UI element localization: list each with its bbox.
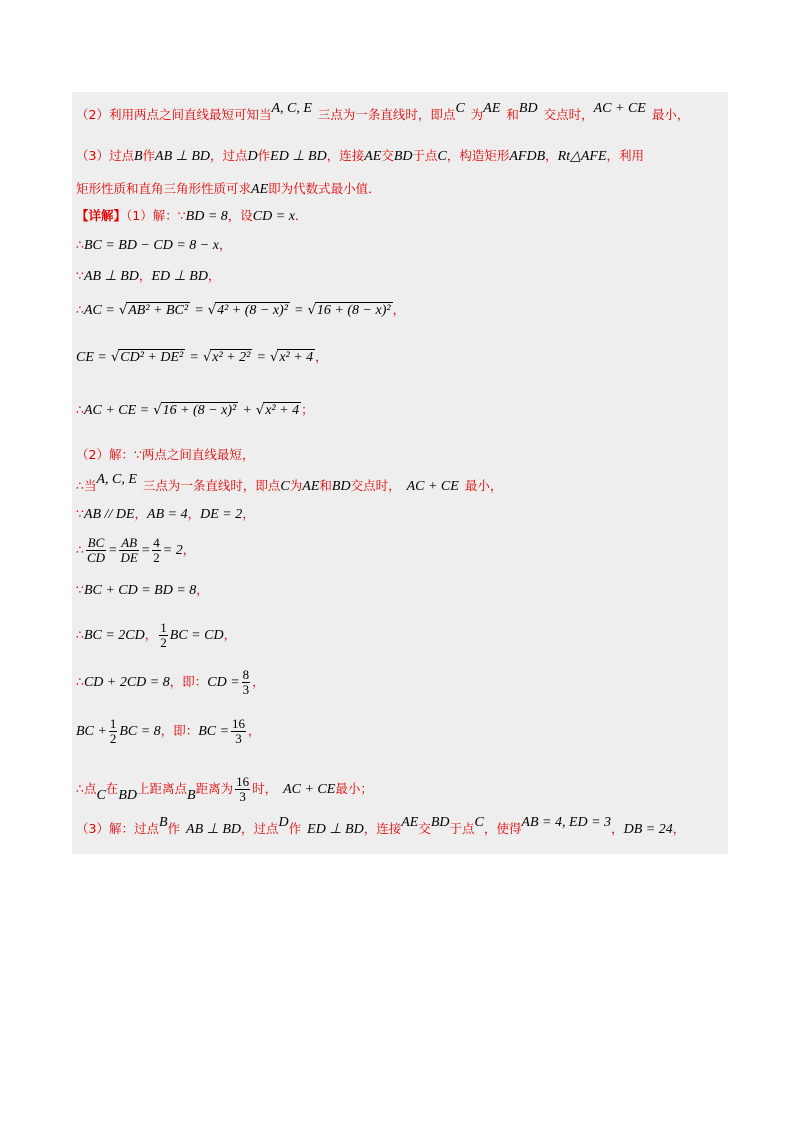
part2-conclusion: ∴点C在BD上距离点B距离为 $\frac{16}{3}$ 时， AC + CE最小； [76,774,373,804]
fraction-8-3: $\frac{8}{3}$ [242,667,250,697]
part2-bc-double: ∴BC = 2CD， $\frac{1}{2}$ BC = CD， [76,620,237,650]
analysis-line-3a: （3）过点B作AB ⊥ BD，过点D作ED ⊥ BD，连接AE交BD于点C，构造矩形AFDB，Rt△AFE，利用 [76,148,645,164]
step-sum-formula: ∴AC + CE = √16 + (8 − x)² + √x² + 4 ； [76,402,314,418]
fraction-bc-cd: $\frac{BC}{CD}$ [86,535,106,565]
part3-construction: （3）解：过点B作 AB ⊥ BD，过点D作 ED ⊥ BD，连接AE交BD于点C，使得AB = 4, ED = 3，DB = 24， [76,815,686,837]
part2-sum: ∵BC + CD = BD = 8， [76,582,209,598]
part2-parallel: ∵AB // DE，AB = 4，DE = 2， [76,506,255,522]
analysis-line-3b: 矩形性质和直角三角形性质可求AE即为代数式最小值． [76,181,381,197]
part2-collinear: ∴当A, C, E 三点为一条直线时，即点C为AE和BD交点时， AC + CE 最小， [76,472,503,494]
analysis-line-2: （2）利用两点之间直线最短可知当A, C, E 三点为一条直线时，即点C 为AE 和BD 交点时，AC + CE 最小， [76,101,690,122]
fraction-16-3: $\frac{16}{3}$ [232,716,246,746]
fraction-one-half: $\frac{1}{2}$ [160,620,167,650]
step-perpendiculars: ∵AB ⊥ BD，ED ⊥ BD， [76,268,221,284]
fraction-one-half-b: $\frac{1}{2}$ [109,716,117,746]
fraction-4-2: $\frac{4}{2}$ [153,535,160,565]
fraction-ab-de: $\frac{AB}{DE}$ [120,535,138,565]
part2-intro: （2）解：∵两点之间直线最短， [76,447,255,462]
step-ce-formula: CE = √CD² + DE² = √x² + 2² = √x² + 4 ， [76,349,328,365]
detail-heading-line: 【详解】（1）解：∵BD = 8，设CD = x． [76,208,308,224]
part2-ratio: ∴ $\frac{BC}{CD}$ = $\frac{AB}{DE}$ = $\frac{4}{2}$ = 2， [76,535,196,565]
fraction-16-3-b: $\frac{16}{3}$ [236,774,250,804]
part2-bc-value: BC + $\frac{1}{2}$ BC = 8，即：BC = $\frac{16}{3}$ ， [76,716,261,746]
part2-cd-value: ∴CD + 2CD = 8，即：CD = $\frac{8}{3}$ ， [76,667,265,697]
step-ac-formula: ∴AC = √AB² + BC² = √4² + (8 − x)² = √16 + (8 − x)² ， [76,302,406,318]
step-bc-expression: ∴BC = BD − CD = 8 − x， [76,237,232,253]
